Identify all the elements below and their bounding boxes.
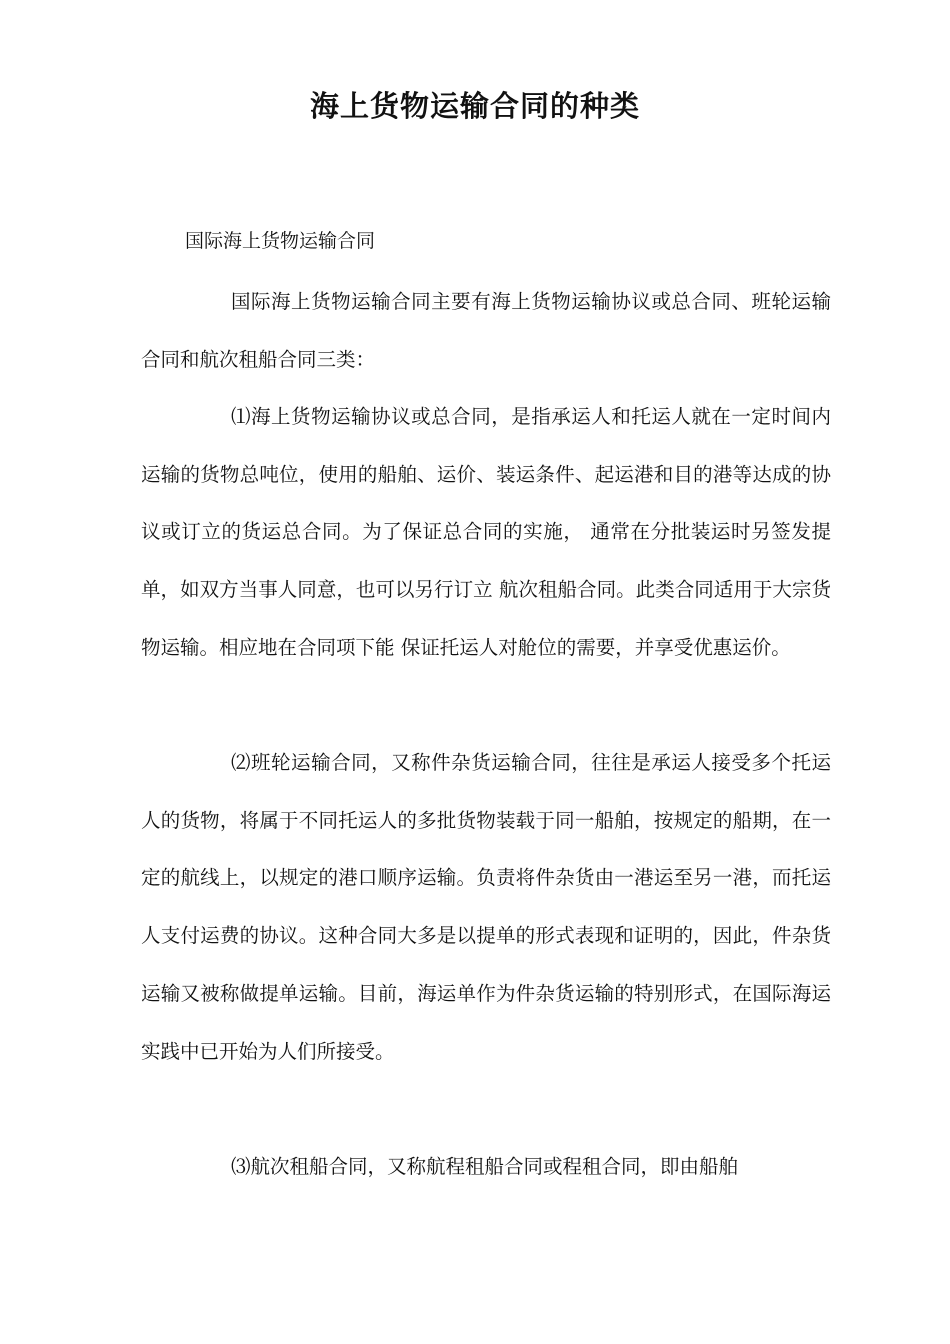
paragraph-general-contract: ⑴海上货物运输协议或总合同，是指承运人和托运人就在一定时间内运输的货物总吨位，使用的船舶、运价、装运条件、起运港和目的港等达成的协议或订立的货运总合同。为了保证总合同的实施， 通常在分批装运时另签发提单，如双方当事人同意，也可以另行订立 航次租船合同。此类合同适用于大宗货物运输。相应地在合同项下能 保证托运人对舱位的需要，并享受优惠运价。 [141,405,831,659]
paragraph-intro: 国际海上货物运输合同主要有海上货物运输协议或总合同、班轮运输合同和航次租船合同三类： [141,290,831,371]
page-title: 海上货物运输合同的种类 [309,89,640,123]
paragraph-liner-contract: ⑵班轮运输合同，又称件杂货运输合同，往往是承运人接受多个托运人的货物，将属于不同托运人的多批货物装载于同一船舶，按规定的船期，在一定的航线上，以规定的港口顺序运输。负责将件杂货由一港运至另一港，而托运人支付运费的协议。这种合同大多是以提单的形式表现和证明的，因此，件杂货运输又被称做提单运输。目前，海运单作为件杂货运输的特别形式，在国际海运实践中已开始为人们所接受。 [141,751,831,1063]
paragraph-voyage-charter: ⑶航次租船合同，又称航程租船合同或程租合同，即由船舶 [231,1155,739,1178]
section-heading: 国际海上货物运输合同 [185,230,376,252]
